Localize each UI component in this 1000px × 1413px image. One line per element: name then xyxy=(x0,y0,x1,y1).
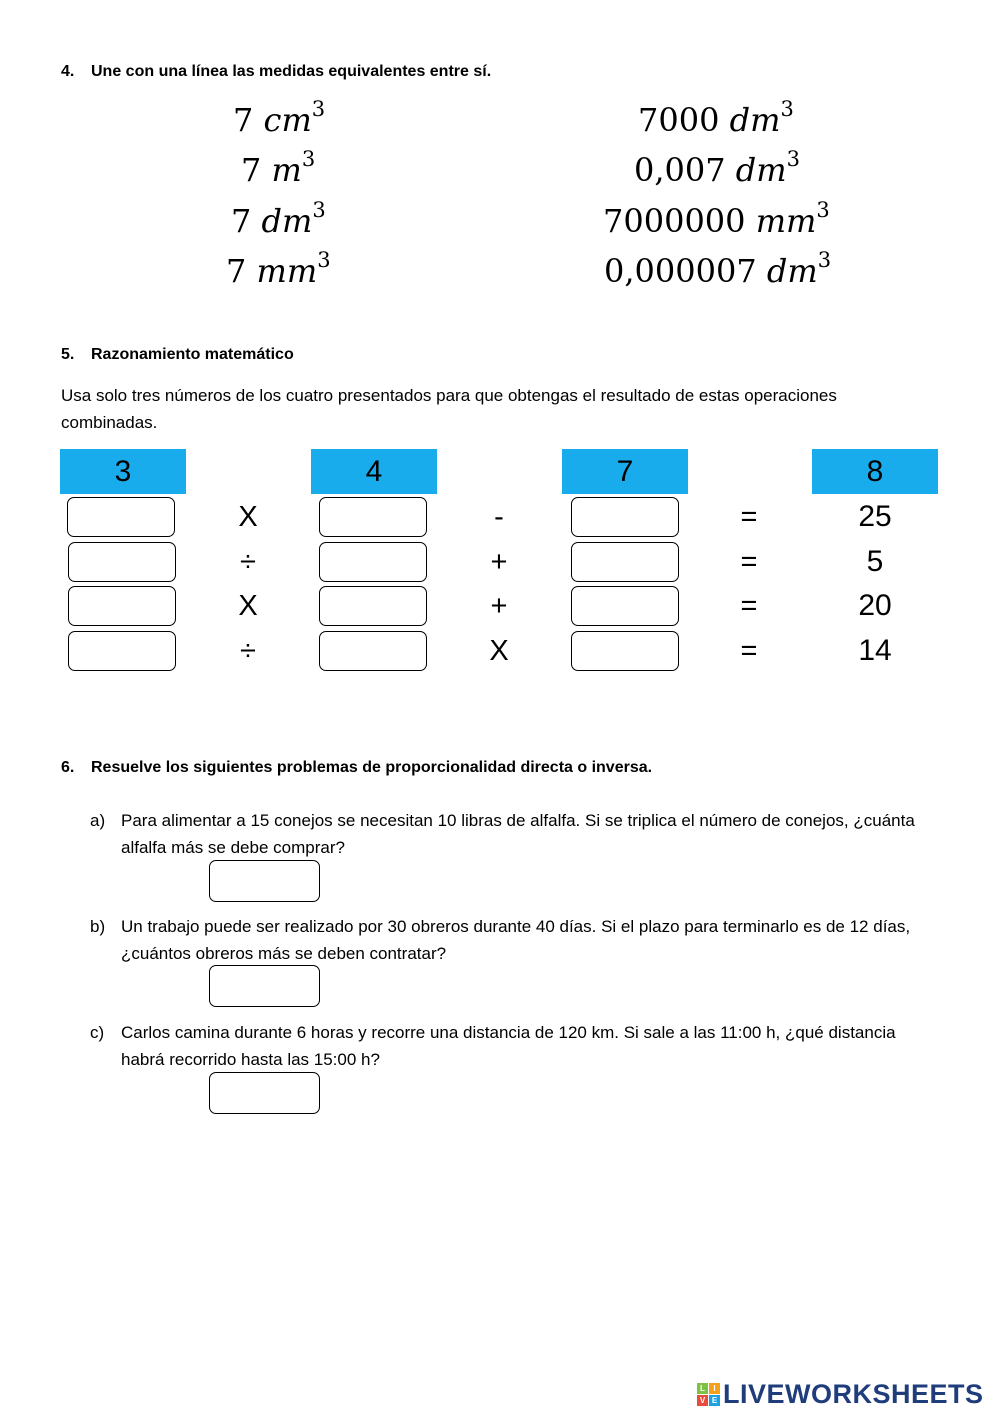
q4-heading xyxy=(61,63,491,81)
problem-text: Un trabajo puede ser realizado por 30 obreros durante 40 días. Si el plazo para terminarlo es de 12 días, ¿cuántos obreros más se deben contratar? xyxy=(121,917,911,963)
measure-right-3[interactable]: 7000000 $mm^3$ xyxy=(603,198,830,240)
q6-title: Resuelve los siguientes problemas de proporcionalidad directa o inversa. xyxy=(91,759,653,776)
problem-b xyxy=(90,913,940,967)
answer-slot[interactable] xyxy=(571,497,679,537)
answer-box-b[interactable] xyxy=(209,965,320,1007)
answer-slot[interactable] xyxy=(571,542,679,582)
answer-slot[interactable] xyxy=(319,542,427,582)
answer-slot[interactable] xyxy=(68,631,176,671)
q4-title: Une con una línea las medidas equivalentes entre sí. xyxy=(91,63,492,80)
operator: + xyxy=(490,546,508,578)
operator: X xyxy=(238,501,258,533)
q5-title: Razonamiento matemático xyxy=(91,346,294,363)
answer-slot[interactable] xyxy=(571,631,679,671)
answer-slot[interactable] xyxy=(68,542,176,582)
operator: - xyxy=(494,501,504,533)
logo-letter: E xyxy=(709,1395,720,1406)
equals-sign: = xyxy=(740,635,758,667)
logo-letter: V xyxy=(697,1395,708,1406)
equals-sign: = xyxy=(740,546,758,578)
measure-left-1[interactable]: 7 $cm^3$ xyxy=(233,97,326,139)
answer-slot[interactable] xyxy=(319,497,427,537)
logo-letter: L xyxy=(697,1383,708,1394)
measure-left-4[interactable]: 7 $mm^3$ xyxy=(226,248,331,290)
operator: X xyxy=(489,635,509,667)
operator: ÷ xyxy=(240,635,256,667)
operator: ÷ xyxy=(240,546,256,578)
answer-slot[interactable] xyxy=(319,631,427,671)
measure-left-3[interactable]: 7 $dm^3$ xyxy=(231,198,326,240)
equation-result: 20 xyxy=(858,589,892,622)
answer-slot[interactable] xyxy=(68,586,176,626)
answer-slot[interactable] xyxy=(67,497,175,537)
equation-result: 5 xyxy=(866,545,884,578)
operator: X xyxy=(238,590,258,622)
equation-result: 25 xyxy=(858,500,892,533)
problem-text: Carlos camina durante 6 horas y recorre una distancia de 120 km. Si sale a las 11:00 h, ¿qué distancia habrá recorrido hasta las 15:00 h? xyxy=(121,1023,896,1069)
q5-number: 5. xyxy=(61,346,75,363)
answer-box-c[interactable] xyxy=(209,1072,320,1114)
answer-slot[interactable] xyxy=(319,586,427,626)
answer-box-a[interactable] xyxy=(209,860,320,902)
measure-right-4[interactable]: 0,000007 $dm^3$ xyxy=(604,248,832,290)
q5-instruction: Usa solo tres números de los cuatro presentados para que obtengas el resultado de estas operaciones combinadas. xyxy=(61,386,837,432)
operator: + xyxy=(490,590,508,622)
problem-label: b) xyxy=(90,917,106,936)
problem-label: a) xyxy=(90,811,106,830)
q4-number: 4. xyxy=(61,63,75,80)
answer-slot[interactable] xyxy=(571,586,679,626)
logo-letter: I xyxy=(709,1383,720,1394)
problem-c xyxy=(90,1019,940,1073)
logo-mark-icon xyxy=(697,1383,720,1406)
problem-text: Para alimentar a 15 conejos se necesitan 10 libras de alfalfa. Si se triplica el número de conejos, ¿cuánta alfalfa más se debe comprar? xyxy=(121,811,915,857)
measure-right-1[interactable]: 7000 $dm^3$ xyxy=(638,97,794,139)
equals-sign: = xyxy=(740,501,758,533)
equation-result: 14 xyxy=(858,634,892,667)
measure-left-2[interactable]: 7 $m^3$ xyxy=(241,147,316,189)
liveworksheets-logo xyxy=(697,1378,984,1410)
logo-text: LIVEWORKSHEETS xyxy=(723,1378,984,1409)
problem-a xyxy=(90,807,940,861)
q6-heading xyxy=(61,759,652,777)
problem-label: c) xyxy=(90,1023,105,1042)
number-tile-7[interactable]: 7 xyxy=(562,449,688,494)
equals-sign: = xyxy=(740,590,758,622)
measure-right-2[interactable]: 0,007 $dm^3$ xyxy=(634,147,800,189)
q6-number: 6. xyxy=(61,759,75,776)
number-tile-3[interactable]: 3 xyxy=(60,449,186,494)
q5-heading xyxy=(61,346,294,364)
number-tile-8[interactable]: 8 xyxy=(812,449,938,494)
number-tile-4[interactable]: 4 xyxy=(311,449,437,494)
